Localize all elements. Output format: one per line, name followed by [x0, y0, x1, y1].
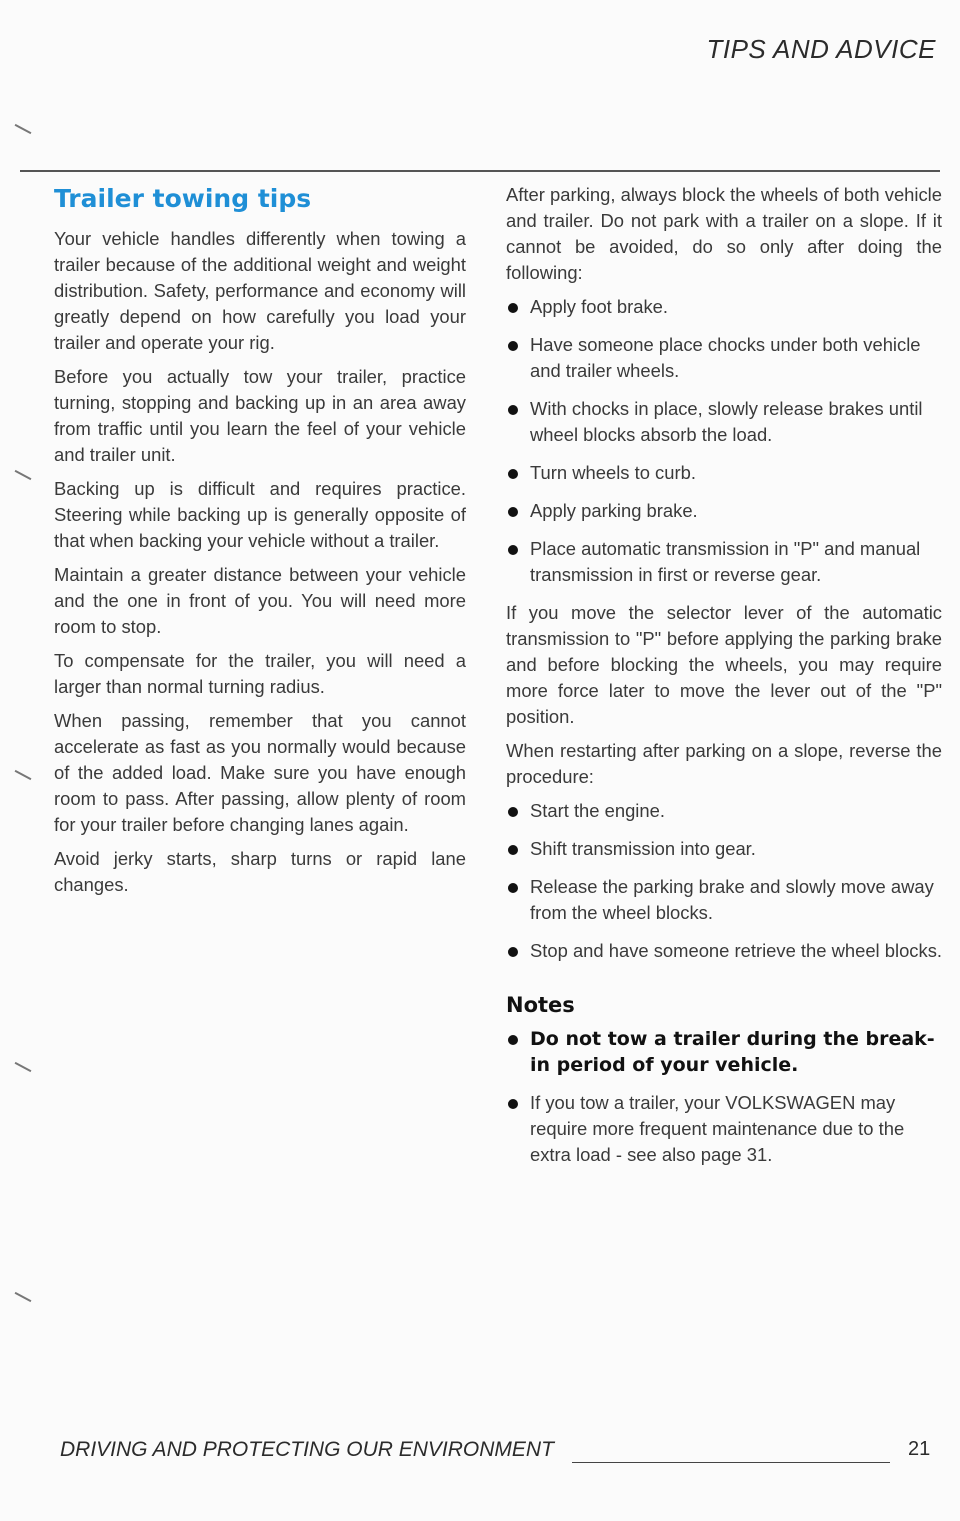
margin-tick: [15, 1292, 32, 1302]
list-item: With chocks in place, slowly release brakes until wheel blocks absorb the load.: [506, 396, 942, 448]
footer-title: DRIVING AND PROTECTING OUR ENVIRONMENT: [60, 1438, 554, 1461]
notes-list: [506, 1026, 942, 1168]
margin-tick: [15, 1062, 32, 1072]
list-item: Apply foot brake.: [506, 294, 942, 320]
list-item: Release the parking brake and slowly move away from the wheel blocks.: [506, 874, 942, 926]
list-item: Turn wheels to curb.: [506, 460, 942, 486]
note-item: Do not tow a trailer during the break-in period of your vehicle.: [506, 1026, 942, 1078]
paragraph: Maintain a greater distance between your vehicle and the one in front of you. You will need more room to stop.: [54, 564, 466, 637]
section-title: Trailer towing tips: [54, 184, 312, 213]
paragraph: Before you actually tow your trailer, practice turning, stopping and backing up in an area away from traffic until you learn the feel of your vehicle and trailer unit.: [54, 366, 466, 465]
note-item: If you tow a trailer, your VOLKSWAGEN may require more frequent maintenance due to the extra load - see also page 31.: [506, 1090, 942, 1168]
restart-paragraph: When restarting after parking on a slope, reverse the procedure:: [506, 740, 942, 787]
paragraph: Your vehicle handles differently when towing a trailer because of the additional weight and weight distribution. Safety, performance and economy will greatly depend on how carefully you load your trailer and operate your rig.: [54, 228, 466, 353]
paragraph: Backing up is difficult and requires practice. Steering while backing up is generally opposite of that when backing your vehicle without a trailer.: [54, 478, 466, 551]
list-item: Shift transmission into gear.: [506, 836, 942, 862]
list-item: Apply parking brake.: [506, 498, 942, 524]
notes-title: Notes: [506, 993, 575, 1017]
list-item: Place automatic transmission in "P" and manual transmission in first or reverse gear.: [506, 536, 942, 588]
margin-tick: [15, 770, 32, 780]
paragraph: When passing, remember that you cannot accelerate as fast as you normally would because of the added load. Make sure you have enough room to pass. After passing, allow plenty of room for your trailer before changing lanes again.: [54, 710, 466, 835]
paragraph: To compensate for the trailer, you will need a larger than normal turning radius.: [54, 650, 466, 697]
page-number: 21: [908, 1438, 931, 1460]
margin-tick: [15, 124, 32, 134]
parking-intro: After parking, always block the wheels of both vehicle and trailer. Do not park with a trailer on a slope. If it cannot be avoided, do so only after doing the following:: [506, 184, 942, 283]
selector-paragraph: If you move the selector lever of the automatic transmission to "P" before applying the parking brake and before blocking the wheels, you may require more force later to move the lever out of the "P" position.: [506, 602, 942, 727]
footer-rule: [572, 1462, 890, 1463]
paragraph: Avoid jerky starts, sharp turns or rapid lane changes.: [54, 848, 466, 895]
list-item: Have someone place chocks under both vehicle and trailer wheels.: [506, 332, 942, 384]
left-column: [54, 186, 466, 906]
parking-steps-list: [506, 294, 942, 588]
right-column: [506, 182, 942, 1180]
restart-steps-list: [506, 798, 942, 964]
list-item: Start the engine.: [506, 798, 942, 824]
page-header-title: TIPS AND ADVICE: [706, 34, 936, 64]
margin-tick: [15, 470, 32, 480]
header-rule: [20, 170, 940, 172]
list-item: Stop and have someone retrieve the wheel blocks.: [506, 938, 942, 964]
